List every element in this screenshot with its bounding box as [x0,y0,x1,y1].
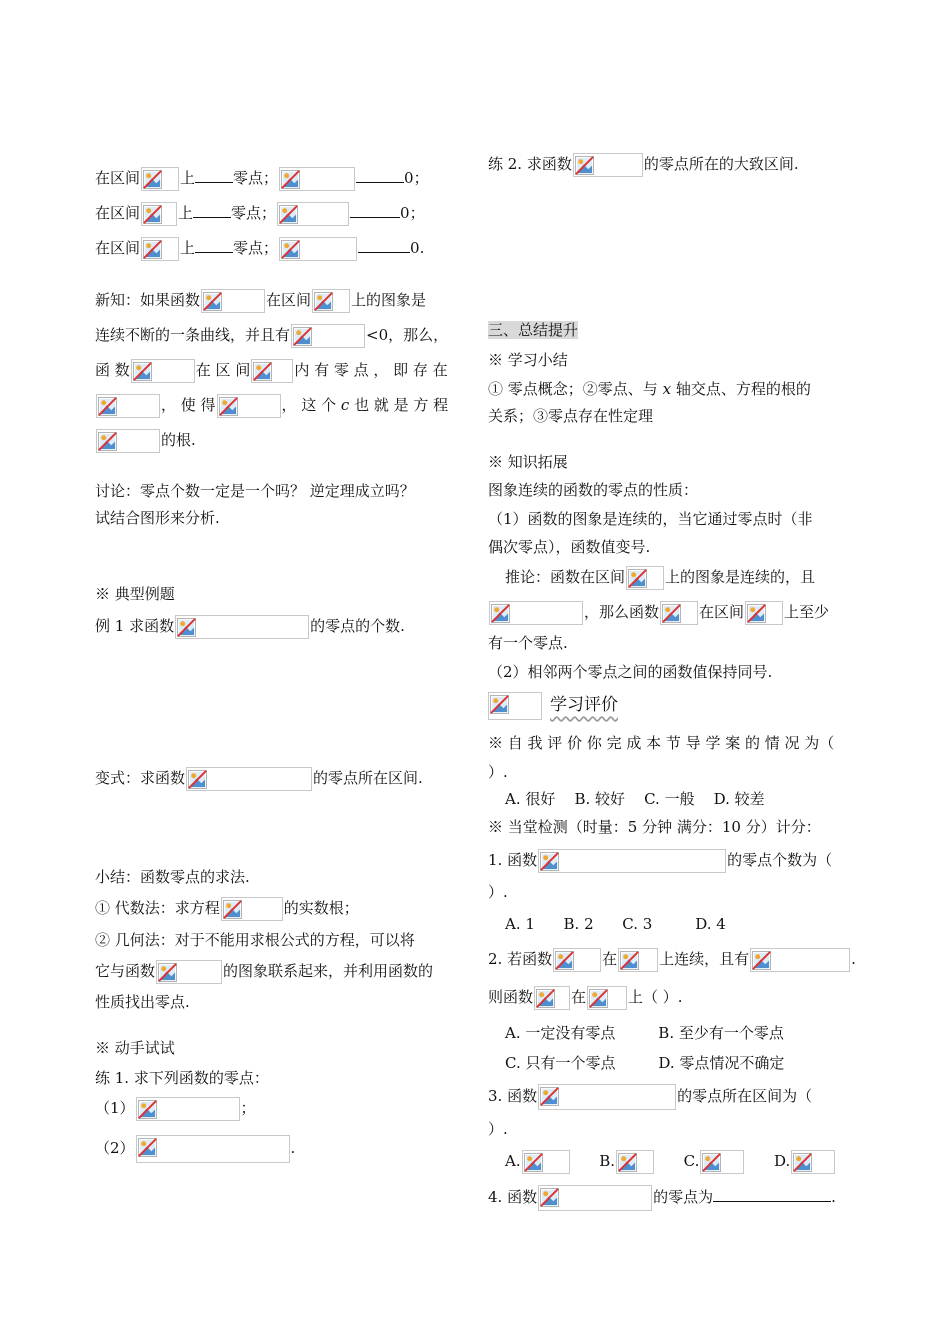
formula-image-icon [201,289,265,313]
self-evaluation-options [505,787,765,811]
formula-image-icon [279,237,357,261]
formula-image-icon [538,1084,676,1110]
answer-blank[interactable] [193,201,231,218]
new-knowledge-1: 新知：如果函数 在区间 上的图象是 [95,288,426,312]
self-evaluation-line-2: ）. [488,763,508,781]
summary-method-2-cont: 它与函数 的图象联系起来，并利用函数的 [95,959,433,983]
formula-image-icon [96,429,160,453]
option-d[interactable]: D. 较差 [713,790,765,808]
option-d[interactable]: D. 零点情况不确定 [658,1054,785,1072]
knowledge-extension-title: ※ 知识拓展 [488,453,568,471]
formula-image-icon [791,1150,835,1174]
formula-image-icon [660,601,698,625]
evaluation-heading: 学习评价 [488,692,618,724]
quiz-q2-options-2 [505,1051,784,1075]
variant-question: 变式：求函数 的零点所在区间. [95,766,423,790]
zero-line-2: 在区间 上 零点； 0； [95,201,425,225]
learning-summary-1: ① 零点概念；②零点、与 x 轴交点、方程的根的 [488,380,811,398]
formula-image-icon [618,948,658,972]
quiz-q2-options-1 [505,1021,784,1045]
summary-method-2-end: 性质找出零点. [95,993,190,1011]
summary-title: 小结：函数零点的求法. [95,868,250,886]
exercise-1-part-2: （2） . [95,1135,295,1159]
option-b[interactable]: B. [599,1152,616,1170]
formula-image-icon [538,849,726,873]
quiz-q1-cont: ）. [488,883,508,901]
corollary-line-1: 推论：函数在区间 上的图象是连续的，且 [505,565,815,589]
formula-image-icon [750,948,850,972]
exercise-2: 练 2. 求函数 的零点所在的大致区间. [488,152,799,176]
learning-summary-title: ※ 学习小结 [488,351,568,369]
quiz-q4: 4. 函数 的零点为 . [488,1185,836,1209]
exercise-1-title: 练 1. 求下列函数的零点： [95,1069,269,1087]
option-b[interactable]: B. 至少有一个零点 [658,1024,784,1042]
formula-image-icon [489,601,583,625]
quiz-q2-cont: 则函数 在 上（ ）. [488,985,683,1009]
formula-image-icon [291,324,365,348]
option-d[interactable]: D. [773,1152,791,1170]
answer-blank[interactable] [350,201,400,218]
formula-image-icon [221,897,283,921]
quiz-q2: 2. 若函数 在 上连续，且有 . [488,947,856,971]
formula-image-icon [251,359,293,383]
section-typical-examples: ※ 典型例题 [95,585,175,603]
formula-image-icon [745,601,783,625]
new-knowledge-4: ， 使 得 ， 这 个 c 也 就 是 方 程 [95,393,448,417]
option-a[interactable]: A. 1 [505,915,535,933]
option-a[interactable]: A. [505,1152,521,1170]
formula-image-icon [312,289,350,313]
option-c[interactable]: C. [683,1152,700,1170]
formula-image-icon [538,1185,652,1211]
section-image-icon [488,692,542,720]
option-a[interactable]: A. 很好 [505,790,556,808]
formula-image-icon [553,948,601,972]
option-c[interactable]: C. 一般 [644,790,695,808]
answer-blank[interactable] [195,236,233,253]
extension-line-3: 偶次零点），函数值变号. [488,538,651,556]
option-c[interactable]: C. 只有一个零点 [505,1054,616,1072]
zero-line-1: 在区间 上 零点； 0； [95,166,429,190]
formula-image-icon [156,960,222,984]
formula-image-icon [277,202,349,226]
option-b[interactable]: B. 较好 [574,790,626,808]
formula-image-icon [626,566,664,590]
quiz-title: ※ 当堂检测（时量：5 分钟 满分：10 分）计分： [488,818,821,836]
quiz-q3-cont: ）. [488,1120,508,1138]
option-a[interactable]: A. 一定没有零点 [505,1024,616,1042]
answer-blank[interactable] [713,1185,831,1202]
new-knowledge-3: 函 数 在 区 间 内 有 零 点 ， 即 存 在 [95,358,448,382]
formula-image-icon [131,359,195,383]
exercise-1-part-1: （1） ； [95,1096,256,1120]
formula-image-icon [534,986,570,1010]
formula-image-icon [96,394,160,418]
discussion-line-2: 试结合图形来分析. [95,509,220,527]
formula-image-icon [616,1150,654,1174]
new-knowledge-5: 的根. [95,428,196,452]
formula-image-icon [141,202,177,226]
corollary-line-3: 有一个零点. [488,634,568,652]
formula-image-icon [186,767,312,791]
extension-line-1: 图象连续的函数的零点的性质： [488,481,699,499]
quiz-q1-options [505,912,726,936]
formula-image-icon [587,986,627,1010]
option-d[interactable]: D. 4 [695,915,726,933]
quiz-q3-options [505,1149,836,1173]
option-b[interactable]: B. 2 [563,915,594,933]
formula-image-icon [217,394,281,418]
zero-line-3: 在区间 上 零点； 0. [95,236,424,260]
answer-blank[interactable] [195,166,233,183]
summary-method-1: ① 代数法：求方程 的实数根； [95,896,359,920]
quiz-q3: 3. 函数 的零点所在区间为（ [488,1084,812,1108]
answer-blank[interactable] [358,236,410,253]
new-knowledge-2: 连续不断的一条曲线，并且有 <0，那么， [95,323,448,347]
option-c[interactable]: C. 3 [622,915,653,933]
learning-summary-2: 关系；③零点存在性定理 [488,407,654,425]
corollary-line-2: ，那么函数 在区间 上至少 [488,600,829,624]
formula-image-icon [136,1097,240,1121]
discussion-line-1: 讨论：零点个数一定是一个吗？ 逆定理成立吗？ [95,482,415,500]
summary-method-2: ② 几何法：对于不能用求根公式的方程，可以将 [95,931,415,949]
formula-image-icon [136,1135,290,1163]
formula-image-icon [141,167,179,191]
formula-image-icon [141,237,179,261]
extension-line-2: （1）函数的图象是连续的，当它通过零点时（非 [488,510,813,528]
example-1: 例 1 求函数 的零点的个数. [95,614,405,638]
formula-image-icon [279,167,355,191]
formula-image-icon [175,615,309,639]
formula-image-icon [522,1150,570,1174]
section-try-it: ※ 动手试试 [95,1039,175,1057]
section-summary: 三、总结提升 [488,321,579,339]
formula-image-icon [700,1150,744,1174]
self-evaluation-line-1: ※ 自 我 评 价 你 完 成 本 节 导 学 案 的 情 况 为（ [488,734,835,752]
answer-blank[interactable] [356,166,404,183]
extension-line-4: （2）相邻两个零点之间的函数值保持同号. [488,663,773,681]
formula-image-icon [573,153,643,177]
quiz-q1: 1. 函数 的零点个数为（ [488,848,832,872]
